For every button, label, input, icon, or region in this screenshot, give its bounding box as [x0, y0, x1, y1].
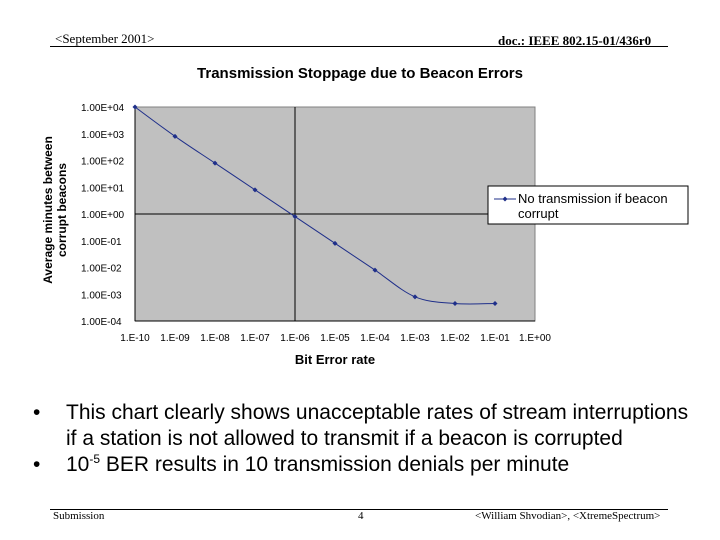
bullet-dot: • — [33, 453, 41, 476]
legend-label-line: No transmission if beacon — [518, 191, 668, 206]
y-tick-label: 1.00E+03 — [81, 129, 125, 141]
bullet-text — [66, 452, 690, 478]
y-tick-labels — [81, 103, 125, 328]
bullet-text-base: 10 — [66, 453, 90, 476]
x-tick-label: 1.E-08 — [200, 333, 230, 344]
x-tick-label: 1.E-01 — [480, 333, 510, 344]
chart-title: Transmission Stoppage due to Beacon Errors — [197, 65, 523, 82]
legend-label-line: corrupt — [518, 206, 559, 221]
y-tick-label: 1.00E+04 — [81, 103, 125, 114]
x-tick-label: 1.E-05 — [320, 333, 350, 344]
header-doc-id: doc.: IEEE 802.15-01/436r0 — [498, 33, 652, 48]
x-tick-label: 1.E-09 — [160, 333, 190, 344]
bullet-item — [30, 452, 690, 478]
footer-authors: <William Shvodian>, <XtremeSpectrum> — [475, 510, 661, 522]
y-axis-label — [41, 136, 69, 284]
bullet-list — [30, 400, 690, 478]
x-tick-label: 1.E-06 — [280, 333, 310, 344]
x-tick-label: 1.E-04 — [360, 333, 390, 344]
x-tick-labels — [120, 333, 551, 344]
bullet-text: This chart clearly shows unacceptable rates of stream interruptions if a station is not allowed to transmit if a beacon is corrupted — [66, 401, 689, 450]
legend — [488, 186, 688, 224]
y-tick-label: 1.00E+00 — [81, 210, 125, 221]
y-tick-label: 1.00E-04 — [81, 317, 122, 328]
x-tick-label: 1.E-07 — [240, 333, 270, 344]
x-tick-label: 1.E+00 — [519, 333, 551, 344]
footer-submission: Submission — [53, 510, 105, 522]
y-axis-label-line1: Average minutes between — [41, 136, 55, 284]
x-tick-label: 1.E-02 — [440, 333, 470, 344]
y-tick-label: 1.00E-01 — [81, 236, 122, 248]
y-tick-label: 1.00E-03 — [81, 290, 122, 302]
bullet-dot: • — [33, 401, 41, 424]
bullet-text-rest: BER results in 10 transmission denials per minute — [100, 453, 570, 476]
x-tick-label: 1.E-03 — [400, 333, 430, 344]
footer-page-number: 4 — [358, 510, 364, 522]
header-date: <September 2001> — [55, 31, 155, 46]
bullet-text-exponent: -5 — [89, 452, 101, 466]
y-tick-label: 1.00E+01 — [81, 183, 125, 195]
y-tick-label: 1.00E-02 — [81, 263, 122, 275]
x-tick-label: 1.E-10 — [120, 333, 150, 344]
bullet-item — [30, 400, 690, 452]
y-tick-label: 1.00E+02 — [81, 156, 125, 168]
y-axis-label-line2: corrupt beacons — [55, 162, 69, 258]
x-axis-label: Bit Error rate — [294, 352, 376, 367]
